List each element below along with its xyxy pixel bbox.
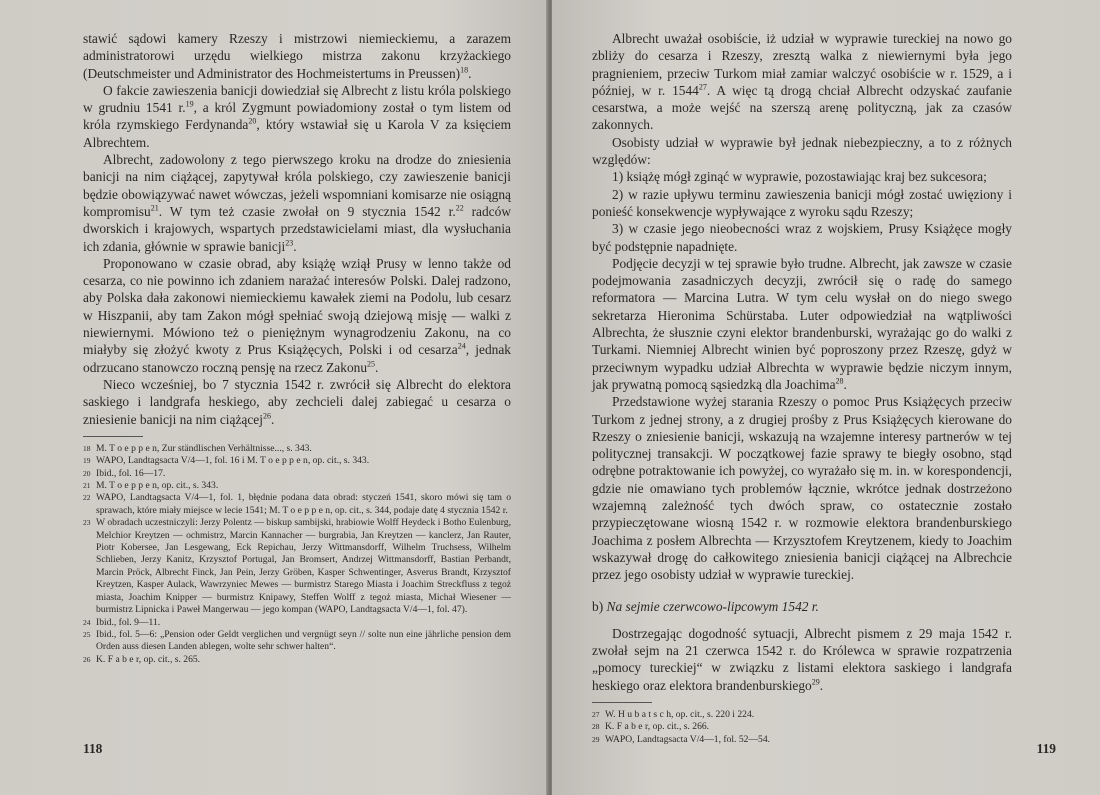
footnote: 23 W obradach uczestniczyli: Jerzy Polentz — biskup sambijski, hrabiowie Wolff Heydeck i Botho Eulenburg, Melchior Kreytzen — ochmistrz, Marcin Kannacher — burgrabia, Jan Kreytzen — kanclerz, Jan Rauter, Piotr Kobersee, Jan Lesgewang, Eck Repichau, Jerzy Wittmansdorff, Wilhelm Truchsess, Wilhelm Schlieben, Jerzy Kanitz, Krzysztof Portugal, Jan Bromsert, Andrzej Wittmansdorff, Bastian Perbandt, Marcin Pröck, Albrecht Finck, Jan Pein, Jerzy Gröben, Kasper Schwentinger, Asverus Brandt, Krzysztof Kreytzen, Kasper Aulack, Wawrzyniec Mewes — burmistrz Starego Miasta i Joachim Streckfluss z tegoż miasta, Joachim Knipper — burmistrz Knipawy, Steffen Wolff z tegoż miasta, Michał Wiesener — burmistrz Lipnicka i Paweł Mangerwau — jego kompan (WAPO, Landtagsacta V/4—1, fol. 47).	[83, 517, 511, 616]
paragraph: stawić sądowi kamery Rzeszy i mistrzowi niemieckiemu, a zarazem administratorowi urzędu wielkiego mistrza zakonu krzyżackiego (Deutschmeister und Administrator des Hochmeistertums in Preussen)$^{18}$.	[83, 31, 511, 81]
footnote: 27 W. H u b a t s c h, op. cit., s. 220 i 224.	[592, 708, 755, 720]
right-body-text	[592, 30, 1012, 584]
paragraph: Podjęcie decyzji w tej sprawie było trudne. Albrecht, jak zawsze w czasie podejmowania zasadniczych decyzji, zwrócił się o radę do samego reformatora — Marcina Lutra. W tym celu wysłał on do niego swego sekretarza Hieronima Schürstaba. Luter odpowiedział na wątpliwości Albrechta, że słusznie czyni elektor brandenburski, wyrażając go do walki z Turkami. Niemniej Albrecht winien być poproszony przez Rzeszę, gdyż w przeciwnym wypadku udział Albrechta w wyprawie będzie niczym innym, jak prywatną pomocą sąsiedzką dla Joachima$^{28}$.	[592, 255, 1012, 392]
footnote-number: 26	[83, 654, 91, 664]
section-heading	[592, 598, 1012, 615]
paragraph: Albrecht uważał osobiście, iż udział w wyprawie tureckiej na nowo go zbliży do cesarza i Rzeszy, zresztą walka z niewiernymi była jego pragnieniem, przeciw Turkom miał zamiar walczyć osobiście w r. 1529, a i później, w r. 1544$^{27}$. A więc tą drogą chciał Albrecht odzyskać zaufanie cesarstwa, a może wejść na szerszą arenę polityczną, jak za czasów zakonnych.	[592, 31, 1012, 133]
left-page	[0, 0, 548, 795]
left-footnotes	[83, 443, 511, 666]
footnote-ref: 23	[285, 238, 294, 248]
left-body-text	[83, 30, 511, 428]
right-body-text-after	[592, 625, 1012, 694]
footnote-ref: 24	[457, 341, 466, 351]
paragraph: Proponowano w czasie obrad, aby książę wziął Prusy w lenno także od cesarza, co nie powinno ich zdaniem narażać interesów Polski. Dalej radzono, aby Polska dała zakonowi niemieckiemu kawałek ziemi na Podolu, lub cesarz w Hiszpanii, aby tam Zakon mógł spełniać swoją dziejową misję — walki z niewiernymi. Mówiono też o pieniężnym wynagrodzeniu Zakonu, na co miałyby się złożyć kwoty z Prus Książęcych, Polski i od cesarza$^{24}$, jednak odrzucano stanowczo roczną pensję na rzecz Zakonu$^{25}$.	[83, 255, 511, 375]
footnote-ref: 29	[811, 677, 820, 687]
paragraph: O fakcie zawieszenia banicji dowiedział się Albrecht z listu króla polskiego w grudniu 1541 r.$^{19}$, a król Zygmunt powiadomiony został o tym listem od króla rzymskiego Ferdynanda$^{20}$, który wstawiał się u Karola V za księciem Albrechtem.	[83, 82, 512, 150]
footnote-ref: 21	[150, 203, 159, 213]
footnote: 18 M. T o e p p e n, Zur ständlischen Verhältnisse..., s. 343.	[83, 442, 312, 454]
footnote: 21 M. T o e p p e n, op. cit., s. 343.	[83, 480, 219, 492]
paragraph: 1) książę mógł zginąć w wyprawie, pozostawiając kraj bez sukcesora;	[612, 169, 987, 185]
footnote-ref: 28	[835, 376, 844, 386]
right-footnotes	[592, 709, 1012, 746]
section-label: b)	[592, 598, 604, 614]
footnote-ref: 20	[248, 117, 257, 127]
footnote: 28 K. F a b e r, op. cit., s. 266.	[592, 721, 710, 733]
footnote: 22 WAPO, Landtagsacta V/4—1, fol. 1, błędnie podana data obrad: styczeń 1541, skoro mówi się tam o sprawach, które miały miejsce w lecie 1541; M. T o e p p e n, op. cit., s. 344, podaje datę 4 stycznia 1542 r.	[83, 492, 511, 516]
section-title: Na sejmie czerwcowo-lipcowym 1542 r.	[606, 598, 819, 614]
paragraph: Nieco wcześniej, bo 7 stycznia 1542 r. zwrócił się Albrecht do elektora saskiego i landgrafa heskiego, aby zechcieli dalej zabiegać u cesarza o zniesienie banicji na nim ciążącej$^{26}$.	[83, 376, 511, 427]
footnote-number: 21	[83, 481, 91, 491]
footnote: 25 Ibid., fol. 5—6: „Pension oder Geldt verglichen und vergnügt seyn // solte nun eine jährliche pension dem Orden auss diesen Landen ablegen, wolte sehr schwer halten“.	[83, 628, 511, 653]
footnote-number: 27	[592, 709, 600, 719]
footnote-ref: 27	[698, 82, 707, 92]
footnote-ref: 25	[367, 359, 376, 369]
footnote: 19 WAPO, Landtagsacta V/4—1, fol. 16 i M. T o e p p e n, op. cit., s. 343.	[83, 455, 370, 467]
footnote: 20 Ibid., fol. 16—17.	[83, 467, 166, 479]
paragraph: Przedstawione wyżej starania Rzeszy o pomoc Prus Książęcych przeciw Turkom z jednej strony, a z drugiej prośby z Prus Książęcych kierowane do Rzeszy o zniesienie banicji, wskazują na wzajemne interesy partnerów w tej politycznej transakcji. W początkowej fazie sprawy te biegły osobno, stąd odrębne potraktowanie ich powyżej, co wyrażało się m. in. w korespondencji, gdzie nie omawiano tych problemów łącznie, wkrótce jednak dostrzeżono wzajemną zależność tych dwóch spraw, co ostatecznie zostało przypieczętowane wiosną 1542 r. w rozmowie elektora brandenburskiego Joachima z posłem Albrechta — Krzysztofem Kreytzenem, kiedy to Joachim wskazywał drogę do całkowitego zniesienia banicji ciążącej na Albrechcie przez jego osobisty udział w wyprawie tureckiej.	[592, 394, 1012, 583]
page-number-left: 118	[83, 741, 103, 756]
footnote-rule	[592, 702, 652, 703]
footnote-ref: 18	[460, 65, 469, 75]
paragraph: 2) w razie upływu terminu zawieszenia banicji mógł zostać uwięziony i ponieść konsekwencje wypływające z wyroku sądu Rzeszy;	[592, 186, 1012, 219]
right-column	[592, 30, 1012, 746]
left-column	[83, 30, 511, 666]
footnote-ref: 19	[185, 99, 194, 109]
footnote-number: 25	[83, 629, 91, 639]
footnote-number: 22	[83, 493, 91, 503]
footnote-number: 20	[83, 468, 91, 478]
footnote: 24 Ibid., fol. 9—11.	[83, 616, 161, 628]
footnote: 29 WAPO, Landtagsacta V/4—1, fol. 52—54.	[592, 733, 771, 745]
paragraph: Dostrzegając dogodność sytuacji, Albrecht pismem z 29 maja 1542 r. zwołał sejm na 21 czerwca 1542 r. do Królewca w sprawie rozpatrzenia „pomocy tureckiej“ w związku z listami elektora saskiego i landgrafa heskiego oraz elektora brandenburskiego$^{29}$.	[592, 625, 1012, 693]
page-number-right: 119	[1036, 741, 1056, 756]
paragraph: 3) w czasie jego nieobecności wraz z wojskiem, Prusy Książęce mogły być podstępnie napadnięte.	[592, 221, 1012, 254]
footnote-ref: 22	[455, 203, 464, 213]
footnote-number: 24	[83, 617, 91, 627]
footnote-number: 28	[592, 722, 600, 732]
footnote-ref: 26	[262, 411, 271, 421]
paragraph: Albrecht, zadowolony z tego pierwszego kroku na drodze do zniesienia banicji na nim ciążącej, zapytywał króla polskiego, czy zawieszenie banicji będzie obowiązywać nawet wówczas, jeżeli wspomniani komisarze nie osiągną kompromisu$^{21}$. W tym też czasie zwołał on 9 stycznia 1542 r.$^{22}$ radców dworskich i krajowych, wspartych przedstawicielami miast, dla wysłuchania ich zdania, głównie w sprawie banicji$^{23}$.	[83, 152, 511, 254]
footnote-number: 19	[83, 456, 91, 466]
paragraph: Osobisty udział w wyprawie był jednak niebezpieczny, a to z różnych względów:	[592, 134, 1012, 168]
footnote-rule	[83, 436, 143, 437]
right-page	[552, 0, 1100, 795]
footnote-number: 18	[83, 443, 91, 453]
footnote-number: 23	[83, 518, 91, 528]
footnote: 26 K. F a b e r, op. cit., s. 265.	[83, 653, 201, 665]
footnote-number: 29	[592, 734, 600, 744]
